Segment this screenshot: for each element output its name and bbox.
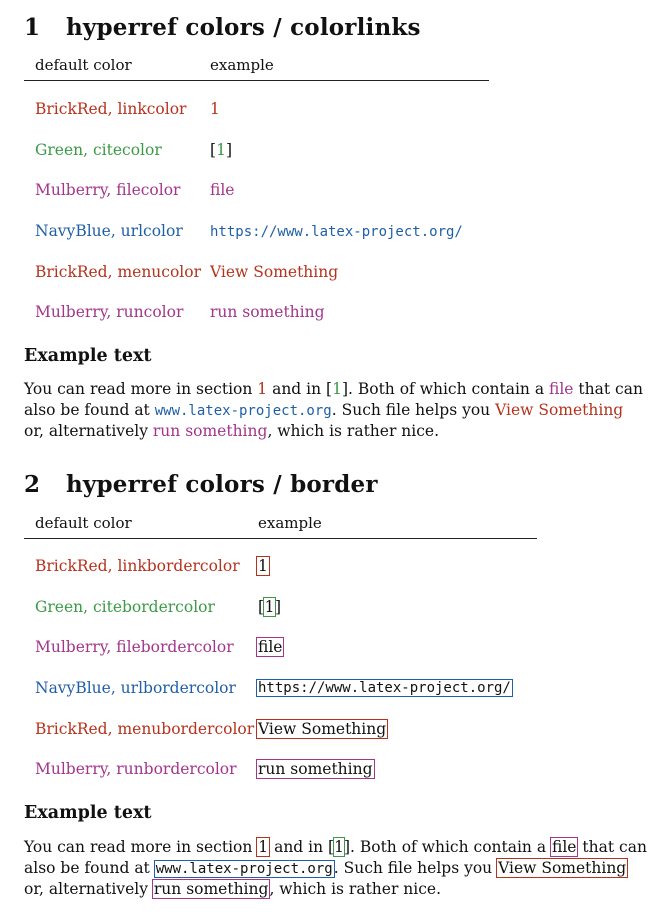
link-url[interactable]: www.latex-project.org — [154, 402, 332, 419]
label-linkbordercolor: BrickRed, linkbordercolor — [35, 557, 240, 575]
link-file[interactable]: file — [549, 380, 574, 398]
label-citecolor: Green, citecolor — [35, 141, 162, 159]
para-text: and in [ — [267, 380, 333, 398]
section-1-title-text: hyperref colors / colorlinks — [66, 14, 421, 41]
link-menu[interactable]: View Something — [495, 400, 624, 419]
label-runcolor: Mulberry, runcolor — [35, 303, 184, 321]
boxed-cite-example — [258, 598, 281, 616]
table-2-header-color: default color — [35, 514, 132, 532]
link-section-example[interactable]: 1 — [210, 100, 220, 118]
boxed-link-menu-example[interactable]: View Something — [258, 720, 387, 738]
cite-close-bracket: ] — [225, 141, 232, 159]
para-text: ]. Both of which contain a — [341, 380, 550, 398]
table-2-row-linkbordercolor — [35, 557, 595, 579]
boxed-link-run[interactable]: run something — [153, 880, 269, 899]
boxed-link-cite[interactable]: 1 — [334, 838, 344, 856]
example-text-heading-1: Example text — [24, 346, 152, 366]
para-text: also be found at — [24, 858, 155, 877]
section-2-title-text: hyperref colors / border — [66, 471, 378, 498]
label-urlbordercolor: NavyBlue, urlbordercolor — [35, 679, 236, 697]
boxed-link-run-example[interactable]: run something — [258, 760, 373, 778]
example-text-heading-2: Example text — [24, 803, 152, 823]
link-file-example[interactable]: file — [210, 181, 235, 199]
label-menubordercolor: BrickRed, menubordercolor — [35, 720, 255, 738]
para-text: , which is rather nice. — [269, 880, 442, 899]
section-1-number: 1 — [24, 14, 41, 41]
table-2-row-filebordercolor — [35, 638, 595, 660]
link-cite-example[interactable]: 1 — [216, 141, 226, 159]
table-1-row-runcolor — [35, 303, 595, 325]
para-text: ]. Both of which contain a — [343, 838, 552, 856]
table-1-row-urlcolor — [35, 222, 595, 244]
link-run-example[interactable]: run something — [210, 303, 325, 321]
section-1-title — [24, 14, 421, 41]
link-menu-example[interactable]: View Something — [210, 263, 339, 281]
boxed-link-cite-example[interactable]: 1 — [264, 598, 275, 616]
link-cite[interactable]: 1 — [332, 380, 342, 398]
para-text: You can read more in section — [24, 380, 258, 398]
section-2-title — [24, 471, 378, 498]
link-run[interactable]: run something — [152, 422, 268, 441]
link-section[interactable]: 1 — [257, 380, 268, 398]
boxed-link-menu[interactable]: View Something — [498, 858, 627, 877]
table-2-header — [24, 512, 537, 539]
para-text: and in [ — [269, 838, 335, 856]
para-text: You can read more in section — [24, 838, 258, 856]
label-filecolor: Mulberry, filecolor — [35, 181, 181, 199]
table-1-row-menucolor — [35, 263, 595, 285]
para-text: , which is rather nice. — [267, 422, 440, 441]
cite-open-bracket: [ — [210, 141, 217, 159]
table-2-row-menubordercolor — [35, 720, 595, 742]
table-1-row-citecolor — [35, 141, 595, 163]
para-text: or, alternatively — [24, 422, 153, 441]
table-1-header-example: example — [210, 56, 274, 74]
cite-open-bracket: [ — [258, 598, 265, 616]
table-2-row-runbordercolor — [35, 760, 595, 782]
table-2-row-citebordercolor — [35, 598, 595, 620]
boxed-link-file[interactable]: file — [552, 838, 577, 856]
table-1-header — [24, 54, 489, 81]
table-1-row-filecolor — [35, 181, 595, 203]
label-menucolor: BrickRed, menucolor — [35, 263, 201, 281]
table-2-row-urlbordercolor — [35, 679, 595, 701]
cite-example — [210, 141, 232, 159]
boxed-link-url-example[interactable]: https://www.latex-project.org/ — [258, 680, 511, 696]
label-urlcolor: NavyBlue, urlcolor — [35, 222, 183, 240]
label-filebordercolor: Mulberry, filebordercolor — [35, 638, 234, 656]
label-runbordercolor: Mulberry, runbordercolor — [35, 760, 237, 778]
link-url-example[interactable]: https://www.latex-project.org/ — [210, 224, 463, 240]
table-1-row-linkcolor — [35, 100, 595, 122]
para-text: that can — [573, 380, 643, 398]
boxed-link-section[interactable]: 1 — [258, 838, 269, 856]
example-paragraph-2 — [24, 837, 647, 900]
label-citebordercolor: Green, citebordercolor — [35, 598, 215, 616]
table-2-header-example: example — [258, 514, 322, 532]
para-text: or, alternatively — [24, 880, 153, 899]
para-text: . Such file helps you — [331, 400, 496, 419]
boxed-link-section-example[interactable]: 1 — [258, 557, 268, 575]
section-2-number: 2 — [24, 471, 41, 498]
para-text: that can — [577, 838, 647, 856]
para-text: . Such file helps you — [333, 858, 498, 877]
example-paragraph-1 — [24, 379, 643, 442]
table-1-header-color: default color — [35, 56, 132, 74]
boxed-link-file-example[interactable]: file — [258, 638, 283, 656]
para-text: also be found at — [24, 400, 155, 419]
cite-close-bracket: ] — [274, 598, 281, 616]
label-linkcolor: BrickRed, linkcolor — [35, 100, 187, 118]
boxed-link-url[interactable]: www.latex-project.org — [155, 860, 333, 877]
